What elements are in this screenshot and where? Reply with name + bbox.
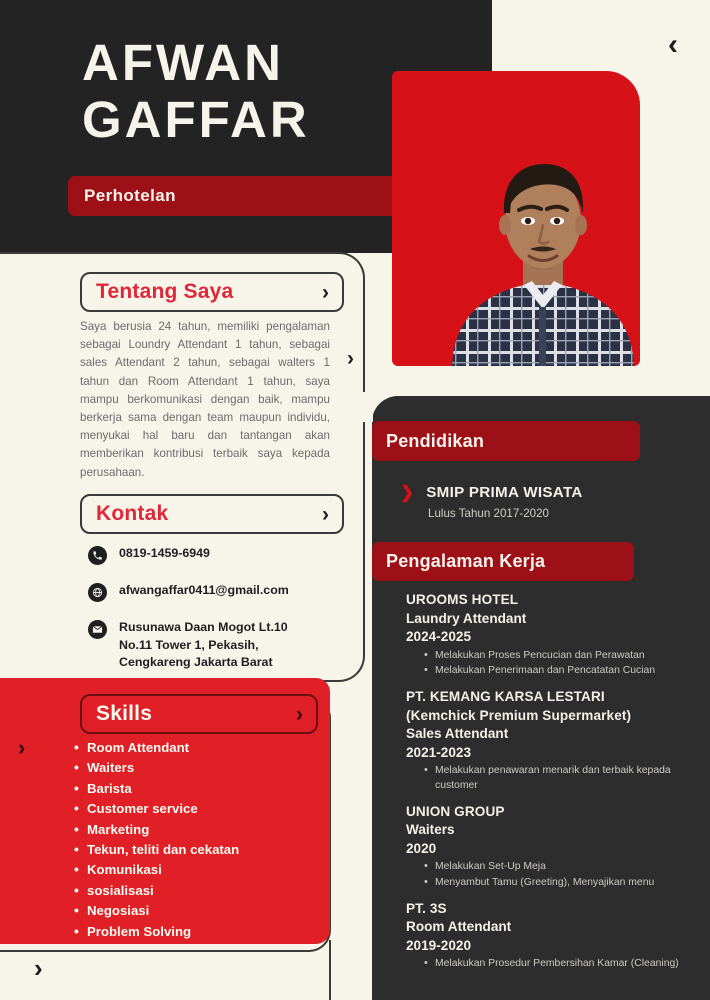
phone-icon (88, 546, 107, 565)
skill-item: • Room Attendant (74, 738, 239, 758)
photo-backdrop (392, 71, 640, 366)
chevron-right-icon: ❯ (400, 483, 415, 502)
contact-address[interactable] (88, 619, 348, 672)
section-header-pengalaman (372, 542, 634, 581)
experience-company: PT. 3S (406, 900, 447, 916)
envelope-icon (88, 620, 107, 639)
skill-item: • Komunikasi (74, 860, 239, 880)
section-header-about[interactable] (80, 272, 344, 312)
experience-bullets (424, 649, 698, 679)
experience-bullet: • Melakukan Proses Pencucian dan Perawatan (424, 649, 698, 664)
skills-title: Skills (96, 702, 153, 725)
experience-company: UNION GROUP (406, 803, 505, 819)
experience-bullet: • Melakukan Prosedur Pembersihan Kamar (Cleaning) (424, 957, 698, 972)
contact-phone-value: 0819-1459-6949 (119, 546, 210, 560)
contact-address-value (119, 619, 288, 672)
education-school: SMIP PRIMA WISATA (426, 484, 583, 501)
experience-company: UROOMS HOTEL (406, 592, 519, 607)
address-line-3: Cengkareng Jakarta Barat (119, 655, 273, 669)
skill-item: • Negosiasi (74, 901, 239, 921)
name-last: GAFFAR (82, 91, 310, 148)
experience-company: PT. KEMANG KARSA LESTARI (406, 688, 605, 704)
chevron-right-icon[interactable]: › (18, 735, 26, 760)
address-line-1: Rusunawa Daan Mogot Lt.10 (119, 620, 288, 634)
outline-notch (345, 392, 373, 422)
skills-list (74, 738, 239, 942)
education-year: Lulus Tahun 2017-2020 (428, 507, 549, 520)
experience-bullet: • Melakukan Penerimaan dan Pencatatan Cucian (424, 664, 698, 679)
skill-item: • Waiters (74, 758, 239, 778)
address-line-2: No.11 Tower 1, Pekasih, (119, 637, 259, 652)
experience-entry (406, 803, 698, 891)
experience-bullet: • Menyambut Tamu (Greeting), Menyajikan menu (424, 876, 698, 891)
experience-role: Laundry Attendant (406, 610, 527, 626)
experience-years: 2021-2023 (406, 744, 472, 760)
section-header-pendidikan (372, 421, 640, 461)
experience-bullet: • Melakukan penawaran menarik dan terbaik kepada customer (424, 764, 698, 793)
kontak-title: Kontak (96, 502, 169, 525)
experience-bullet: • Melakukan Set-Up Meja (424, 860, 698, 875)
experience-bullets (424, 957, 698, 972)
experience-entry (406, 591, 698, 679)
outline-tail (329, 940, 331, 1000)
contact-email-value: afwangaffar0411@gmail.com (119, 583, 289, 597)
skill-item: • Marketing (74, 820, 239, 840)
contact-email[interactable] (88, 582, 348, 602)
experience-bullets (424, 860, 698, 890)
experience-years: 2019-2020 (406, 937, 472, 953)
experience-entry (406, 900, 698, 972)
pendidikan-title: Pendidikan (386, 430, 485, 451)
experience-bullets (424, 764, 698, 793)
chevron-right-icon[interactable]: › (322, 280, 329, 304)
experience-list (406, 591, 698, 981)
candidate-name (82, 34, 422, 148)
experience-years: 2020 (406, 840, 437, 856)
about-body: Saya berusia 24 tahun, memiliki pengalaman sebagai Loundry Attendant 1 tahun, sebagai sales Attendant 2 tahun, sebagai walters 1 tahun dan Room Attendant 1 tahun, saya mampu berkomunikasi dengan baik, mampu berkerja sama dengan team maupun individu, menyukai hal baru dan tantangan akan memberikan kontribusi terbaik saya kepada perusahaan. (80, 320, 330, 479)
skill-item: • Problem Solving (74, 922, 239, 942)
contact-phone[interactable] (88, 545, 348, 565)
chevron-left-icon[interactable]: ‹ (668, 28, 678, 61)
name-first: AFWAN (82, 34, 284, 91)
skill-item: • sosialisasi (74, 881, 239, 901)
chevron-right-icon[interactable]: › (347, 347, 354, 370)
section-header-kontak[interactable] (80, 494, 344, 534)
section-header-skills[interactable] (80, 694, 318, 734)
contact-list (88, 545, 348, 689)
skill-item: • Customer service (74, 799, 239, 819)
experience-role: Waiters (406, 822, 455, 838)
experience-company-sub: (Kemchick Premium Supermarket) (406, 707, 632, 723)
role-banner (68, 176, 390, 216)
experience-entry (406, 688, 698, 794)
globe-icon (88, 583, 107, 602)
chevron-right-icon[interactable]: › (322, 502, 329, 526)
avatar (444, 109, 640, 366)
experience-role: Sales Attendant (406, 726, 509, 742)
experience-role: Room Attendant (406, 919, 512, 935)
skill-item: • Barista (74, 779, 239, 799)
education-entry (400, 484, 583, 520)
skill-item: • Tekun, teliti dan cekatan (74, 840, 239, 860)
chevron-right-icon[interactable]: › (296, 702, 303, 726)
role-label: Perhotelan (84, 186, 176, 205)
about-title: Tentang Saya (96, 280, 234, 303)
experience-years: 2024-2025 (406, 629, 472, 645)
pengalaman-title: Pengalaman Kerja (386, 551, 546, 571)
chevron-right-icon[interactable]: › (34, 953, 43, 983)
